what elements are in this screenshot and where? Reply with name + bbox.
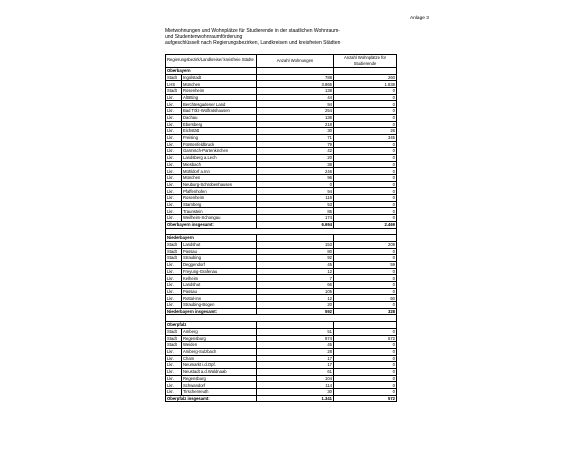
document-title — [165, 28, 340, 47]
section-empty-cell — [334, 235, 397, 242]
row-places: 26 — [334, 128, 397, 135]
row-name: Neuburg-Schrobenhausen — [182, 181, 257, 188]
row-type: Lkr. — [166, 94, 182, 101]
row-apartments: 45 — [257, 261, 334, 268]
row-type: Lkr. — [166, 161, 182, 168]
row-type: Lkr. — [166, 368, 182, 375]
table-row — [166, 208, 397, 215]
row-places: 0 — [334, 282, 397, 289]
row-apartments: 114 — [257, 382, 334, 389]
section-empty-cell — [257, 322, 334, 329]
row-type: Lkr. — [166, 201, 182, 208]
row-type: Lkr. — [166, 348, 182, 355]
row-type: Lkr. — [166, 355, 182, 362]
row-apartments: 788 — [257, 74, 334, 81]
table-row — [166, 295, 397, 302]
row-apartments: 45 — [257, 342, 334, 349]
total-places: 572 — [334, 395, 397, 402]
row-places: 1.838 — [334, 81, 397, 88]
total-apartments: 1.341 — [257, 395, 334, 402]
total-places: 328 — [334, 308, 397, 315]
row-apartments: 153 — [257, 241, 334, 248]
total-label: Oberbayern insgesamt: — [166, 221, 257, 228]
total-row — [166, 395, 397, 402]
row-places: 0 — [334, 114, 397, 121]
row-apartments: 17 — [257, 362, 334, 369]
table-row — [166, 94, 397, 101]
table-row — [166, 121, 397, 128]
table-row — [166, 382, 397, 389]
table-row — [166, 302, 397, 309]
row-places: 0 — [334, 121, 397, 128]
row-apartments: 80 — [257, 248, 334, 255]
row-type: LHS — [166, 81, 182, 88]
table-row — [166, 188, 397, 195]
row-places: 0 — [334, 94, 397, 101]
row-type: Stadt — [166, 74, 182, 81]
row-type: Lkr. — [166, 295, 182, 302]
row-type: Lkr. — [166, 148, 182, 155]
table-row — [166, 362, 397, 369]
row-type: Lkr. — [166, 114, 182, 121]
row-apartments: 66 — [257, 282, 334, 289]
row-name: Fürstenfeldbruck — [182, 141, 257, 148]
row-places: 0 — [334, 215, 397, 222]
row-type: Lkr. — [166, 362, 182, 369]
row-places: 0 — [334, 108, 397, 115]
row-type: Lkr. — [166, 208, 182, 215]
row-apartments: 42 — [257, 148, 334, 155]
row-name: Rosenheim — [182, 195, 257, 202]
section-name: Oberpfalz — [166, 322, 257, 329]
spacer-cell — [166, 228, 397, 235]
row-apartments: 71 — [257, 134, 334, 141]
row-places: 0 — [334, 248, 397, 255]
row-name: Dachau — [182, 114, 257, 121]
row-places: 0 — [334, 101, 397, 108]
title-line: Mietwohnungen und Wohnplätze für Studierende in der staatlichen Wohnraum- — [165, 28, 340, 34]
row-apartments: 254 — [257, 108, 334, 115]
row-name: Straubing — [182, 255, 257, 262]
row-apartments: 116 — [257, 195, 334, 202]
row-apartments: 105 — [257, 288, 334, 295]
table-row — [166, 389, 397, 396]
table-row — [166, 134, 397, 141]
table-row — [166, 128, 397, 135]
row-name: Mühldorf a.Inn — [182, 168, 257, 175]
row-name: Neustadt a.d.Waldnaab — [182, 368, 257, 375]
row-name: Ebersberg — [182, 121, 257, 128]
row-type: Lkr. — [166, 215, 182, 222]
row-name: Regensburg — [182, 375, 257, 382]
row-places: 0 — [334, 154, 397, 161]
row-type: Lkr. — [166, 261, 182, 268]
row-apartments: 12 — [257, 295, 334, 302]
row-apartments: 53 — [257, 201, 334, 208]
row-name: Passau — [182, 248, 257, 255]
section-row — [166, 235, 397, 242]
row-type: Stadt — [166, 88, 182, 95]
section-empty-cell — [257, 235, 334, 242]
section-empty-cell — [257, 68, 334, 75]
table-row — [166, 168, 397, 175]
row-name: Deggendorf — [182, 261, 257, 268]
row-apartments: 218 — [257, 121, 334, 128]
table-row — [166, 282, 397, 289]
row-apartments: 30 — [257, 389, 334, 396]
row-type: Lkr. — [166, 188, 182, 195]
row-places: 0 — [334, 188, 397, 195]
table-row — [166, 215, 397, 222]
table-row — [166, 148, 397, 155]
row-apartments: 44 — [257, 94, 334, 101]
row-name: Altötting — [182, 94, 257, 101]
row-name: Bad Tölz-Wolfratshausen — [182, 108, 257, 115]
section-name: Niederbayern — [166, 235, 257, 242]
row-name: Pfaffenhofen — [182, 188, 257, 195]
row-places: 0 — [334, 375, 397, 382]
row-apartments: 7 — [257, 275, 334, 282]
row-apartments: 104 — [257, 375, 334, 382]
row-type: Stadt — [166, 255, 182, 262]
row-name: Miesbach — [182, 161, 257, 168]
table-row — [166, 342, 397, 349]
row-places: 260 — [334, 74, 397, 81]
table-row — [166, 328, 397, 335]
row-apartments: 0 — [257, 181, 334, 188]
row-places: 0 — [334, 342, 397, 349]
row-places: 0 — [334, 168, 397, 175]
row-apartments: 96 — [257, 175, 334, 182]
section-row — [166, 68, 397, 75]
row-name: Landshut — [182, 241, 257, 248]
table-row — [166, 201, 397, 208]
title-line: aufgeschlüsselt nach Regierungsbezirken, Landkreisen und kreisfreien Städten — [165, 40, 341, 47]
total-row — [166, 221, 397, 228]
row-apartments: 92 — [257, 255, 334, 262]
table-row — [166, 368, 397, 375]
row-apartments: 94 — [257, 188, 334, 195]
row-places: 572 — [334, 335, 397, 342]
table-row — [166, 154, 397, 161]
row-type: Lkr. — [166, 302, 182, 309]
table-row — [166, 248, 397, 255]
row-type: Stadt — [166, 241, 182, 248]
row-type: Stadt — [166, 328, 182, 335]
table-row — [166, 81, 397, 88]
row-type: Lkr. — [166, 389, 182, 396]
row-places: 0 — [334, 328, 397, 335]
row-name: Regensburg — [182, 335, 257, 342]
table-row — [166, 275, 397, 282]
row-places: 0 — [334, 348, 397, 355]
row-places: 0 — [334, 181, 397, 188]
row-places: 0 — [334, 389, 397, 396]
row-places: 0 — [334, 255, 397, 262]
total-places: 2.469 — [334, 221, 397, 228]
row-places: 59 — [334, 261, 397, 268]
section-empty-cell — [334, 68, 397, 75]
table-row — [166, 101, 397, 108]
row-name: Starnberg — [182, 201, 257, 208]
row-apartments: 174 — [257, 215, 334, 222]
table-row — [166, 335, 397, 342]
row-name: München — [182, 81, 257, 88]
row-places: 0 — [334, 88, 397, 95]
row-name: Amberg — [182, 328, 257, 335]
row-name: Amberg-Sulzbach — [182, 348, 257, 355]
row-name: Weilheim-Schongau — [182, 215, 257, 222]
row-type: Lkr. — [166, 101, 182, 108]
row-type: Stadt — [166, 335, 182, 342]
row-name: Landsberg a.Lech — [182, 154, 257, 161]
table-row — [166, 255, 397, 262]
row-name: Straubing-Bogen — [182, 302, 257, 309]
row-type: Lkr. — [166, 195, 182, 202]
row-name: Freising — [182, 134, 257, 141]
row-name: Berchtesgadener Land — [182, 101, 257, 108]
row-apartments: 874 — [257, 335, 334, 342]
row-type: Lkr. — [166, 168, 182, 175]
row-apartments: 30 — [257, 128, 334, 135]
row-places: 0 — [334, 141, 397, 148]
table-row — [166, 268, 397, 275]
section-empty-cell — [334, 322, 397, 329]
row-places: 0 — [334, 275, 397, 282]
row-type: Stadt — [166, 248, 182, 255]
header-region: Regierungsbezirk/Landkreise/ kreisfreie Städte — [166, 55, 257, 68]
row-apartments: 136 — [257, 114, 334, 121]
row-places: 0 — [334, 195, 397, 202]
header-apartments: Anzahl Wohnungen — [257, 55, 334, 68]
row-name: Cham — [182, 355, 257, 362]
row-places: 0 — [334, 302, 397, 309]
table-row — [166, 181, 397, 188]
row-places: 0 — [334, 148, 397, 155]
total-apartments: 6.694 — [257, 221, 334, 228]
row-apartments: 28 — [257, 348, 334, 355]
section-name: Oberbayern — [166, 68, 257, 75]
row-apartments: 20 — [257, 302, 334, 309]
row-apartments: 17 — [257, 355, 334, 362]
spacer-cell — [166, 315, 397, 322]
row-name: Eichstätt — [182, 128, 257, 135]
row-places: 0 — [334, 161, 397, 168]
table-row — [166, 261, 397, 268]
table-row — [166, 241, 397, 248]
total-label: Oberpfalz insgesamt: — [166, 395, 257, 402]
table-row — [166, 288, 397, 295]
total-label: Niederbayern insgesamt: — [166, 308, 257, 315]
row-type: Lkr. — [166, 175, 182, 182]
annex-label: Anlage 3 — [410, 16, 429, 21]
table-row — [166, 195, 397, 202]
table-row — [166, 74, 397, 81]
row-name: Rosenheim — [182, 88, 257, 95]
title-line: und Studentenwohnraumförderung — [165, 34, 243, 41]
row-places: 0 — [334, 355, 397, 362]
table-row — [166, 141, 397, 148]
row-apartments: 38 — [257, 161, 334, 168]
row-type: Lkr. — [166, 382, 182, 389]
row-apartments: 3.865 — [257, 81, 334, 88]
row-apartments: 12 — [257, 268, 334, 275]
row-type: Lkr. — [166, 181, 182, 188]
row-type: Lkr. — [166, 275, 182, 282]
row-type: Stadt — [166, 342, 182, 349]
row-apartments: 85 — [257, 208, 334, 215]
row-apartments: 20 — [257, 154, 334, 161]
row-name: Garmisch-Partenkirchen — [182, 148, 257, 155]
table-row — [166, 375, 397, 382]
row-name: München — [182, 175, 257, 182]
row-places: 0 — [334, 368, 397, 375]
row-places: 0 — [334, 175, 397, 182]
row-places: 209 — [334, 241, 397, 248]
housing-table — [165, 54, 397, 402]
table-row — [166, 88, 397, 95]
row-type: Lkr. — [166, 108, 182, 115]
row-apartments: 51 — [257, 328, 334, 335]
row-name: Ingolstadt — [182, 74, 257, 81]
row-places: 0 — [334, 382, 397, 389]
row-type: Lkr. — [166, 288, 182, 295]
table-row — [166, 108, 397, 115]
row-apartments: 94 — [257, 101, 334, 108]
row-places: 345 — [334, 134, 397, 141]
row-type: Lkr. — [166, 154, 182, 161]
row-apartments: 79 — [257, 141, 334, 148]
row-name: Passau — [182, 288, 257, 295]
row-places: 0 — [334, 208, 397, 215]
row-name: Freyung-Grafenau — [182, 268, 257, 275]
total-apartments: 592 — [257, 308, 334, 315]
row-type: Lkr. — [166, 375, 182, 382]
row-apartments: 61 — [257, 368, 334, 375]
row-type: Lkr. — [166, 141, 182, 148]
row-name: Neumarkt i.d.Opf. — [182, 362, 257, 369]
row-apartments: 246 — [257, 168, 334, 175]
row-name: Weiden — [182, 342, 257, 349]
table-row — [166, 175, 397, 182]
row-places: 60 — [334, 295, 397, 302]
spacer-row — [166, 228, 397, 235]
table-row — [166, 348, 397, 355]
row-type: Lkr. — [166, 121, 182, 128]
section-row — [166, 322, 397, 329]
row-places: 0 — [334, 288, 397, 295]
header-places: Anzahl Wohnplätze für Studierende — [334, 55, 397, 68]
table-header-row — [166, 55, 397, 68]
table-row — [166, 355, 397, 362]
row-name: Traunstein — [182, 208, 257, 215]
row-type: Lkr. — [166, 282, 182, 289]
table-row — [166, 161, 397, 168]
total-row — [166, 308, 397, 315]
spacer-row — [166, 315, 397, 322]
table-row — [166, 114, 397, 121]
row-name: Kelheim — [182, 275, 257, 282]
row-apartments: 138 — [257, 88, 334, 95]
row-name: Landshut — [182, 282, 257, 289]
row-name: Schwandorf — [182, 382, 257, 389]
row-type: Lkr. — [166, 128, 182, 135]
row-places: 0 — [334, 268, 397, 275]
row-places: 0 — [334, 201, 397, 208]
row-type: Lkr. — [166, 268, 182, 275]
row-name: Rottal-Inn — [182, 295, 257, 302]
row-name: Tirschenreuth — [182, 389, 257, 396]
row-type: Lkr. — [166, 134, 182, 141]
row-places: 0 — [334, 362, 397, 369]
